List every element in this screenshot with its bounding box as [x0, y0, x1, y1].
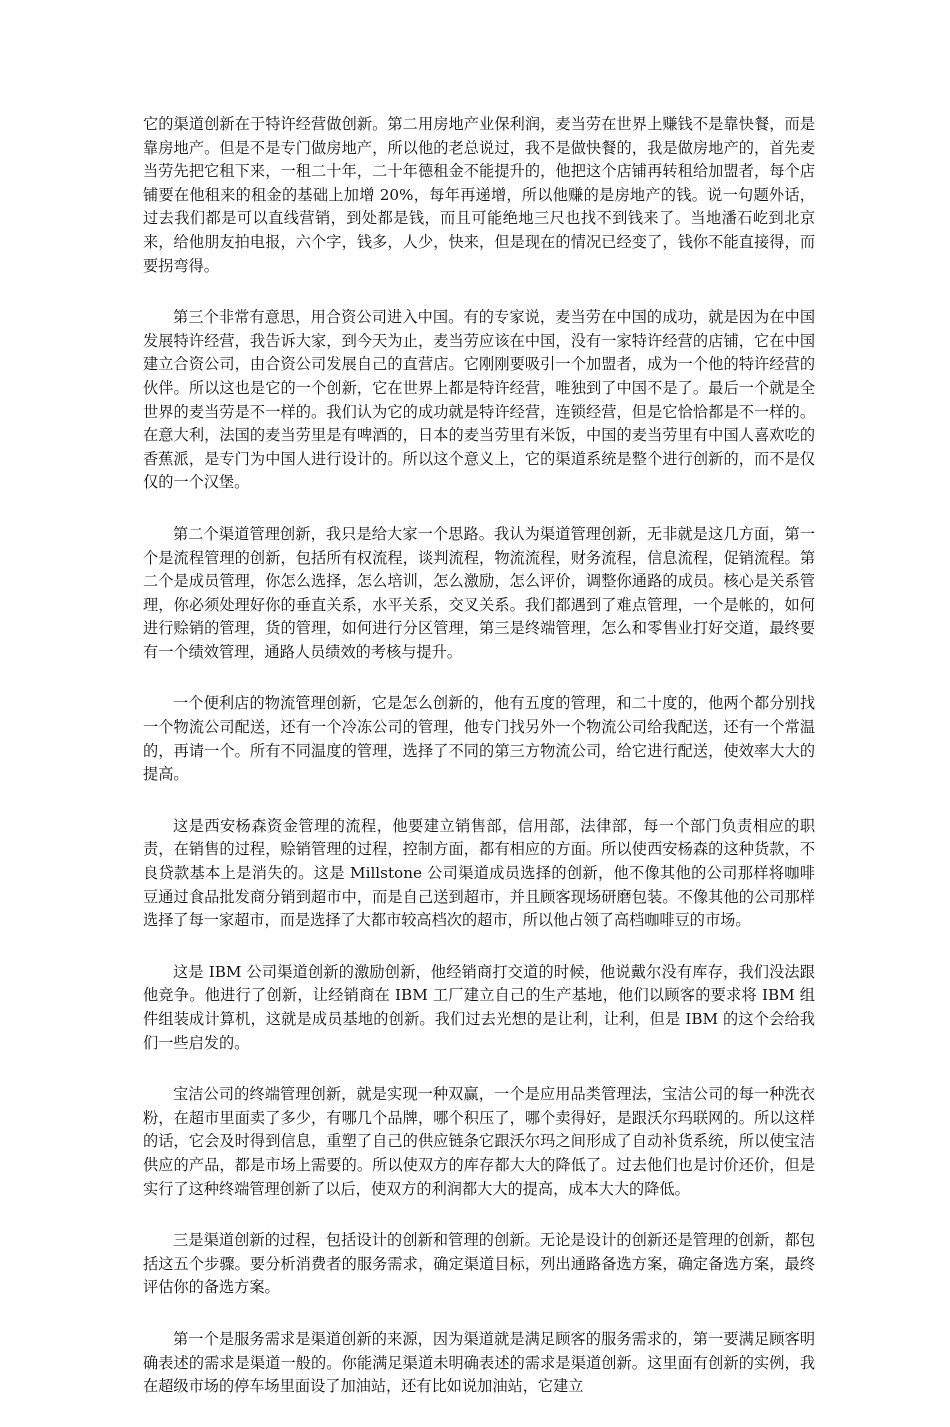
paragraph-8: 三是渠道创新的过程，包括设计的创新和管理的创新。无论是设计的创新还是管理的创新，都包括这五个步骤。要分析消费者的服务需求，确定渠道目标，列出通路备选方案，确定备选方案，最终评估你的备选方案。	[143, 1231, 815, 1297]
paragraph-7: 宝洁公司的终端管理创新，就是实现一种双赢，一个是应用品类管理法，宝洁公司的每一种洗衣粉，在超市里面卖了多少，有哪几个品牌，哪个积压了，哪个卖得好，是跟沃尔玛联网的。所以这样的话，它会及时得到信息，重塑了自己的供应链条它跟沃尔玛之间形成了自动补货系统，所以使宝洁供应的产品，都是市场上需要的。所以使双方的库存都大大的降低了。过去他们也是讨价还价，但是实行了这种终端管理创新了以后，使双方的利润都大大的提高，成本大大的降低。	[143, 1085, 815, 1198]
paragraph-4: 一个便利店的物流管理创新，它是怎么创新的，他有五度的管理，和二十度的，他两个都分别找一个物流公司配送，还有一个冷冻公司的管理，他专门找另外一个物流公司给我配送，还有一个常温的，再请一个。所有不同温度的管理，选择了不同的第三方物流公司，给它进行配送，使效率大大的提高。	[143, 694, 815, 784]
paragraph-5: 这是西安杨森资金管理的流程，他要建立销售部，信用部，法律部，每一个部门负责相应的职责，在销售的过程，赊销管理的过程，控制方面，都有相应的方面。所以使西安杨森的这种货款，不良贷款基本上是消失的。这是 Millstone 公司渠道成员选择的创新，他不像其他的公司那样将咖啡豆通过食品批发商分销到超市中，而是自己送到超市，并且顾客现场研磨包装。不像其他的公司那样选择了每一家超市，而是选择了大都市较高档次的超市，所以他占领了高档咖啡豆的市场。	[143, 816, 815, 930]
paragraph-3: 第二个渠道管理创新，我只是给大家一个思路。我认为渠道管理创新，无非就是这几方面，第一个是流程管理的创新，包括所有权流程，谈判流程，物流流程，财务流程，信息流程，促销流程。第二个是成员管理，你怎么选择，怎么培训，怎么激励，怎么评价，调整你通路的成员。核心是关系管理，你必须处理好你的垂直关系，水平关系，交叉关系。我们都遇到了难点管理，一个是帐的，如何进行赊销的管理，货的管理，如何进行分区管理，第三是终端管理，怎么和零售业打好交道，最终要有一个绩效管理，通路人员绩效的考核与提升。	[143, 524, 815, 661]
document-page	[143, 113, 815, 1427]
paragraph-9: 第一个是服务需求是渠道创新的来源，因为渠道就是满足顾客的服务需求的，第一要满足顾客明确表述的需求是渠道一般的。你能满足渠道未明确表述的需求是渠道创新。这里面有创新的实例，我在超级市场的停车场里面设了加油站，还有比如说加油站，它建立	[143, 1329, 815, 1396]
paragraph-2: 第三个非常有意思，用合资公司进入中国。有的专家说，麦当劳在中国的成功，就是因为在中国发展特许经营，我告诉大家，到今天为止，麦当劳应该在中国，没有一家特许经营的店铺，它在中国建立合资公司，由合资公司发展自己的直营店。它刚刚要吸引一个加盟者，成为一个他的特许经营的伙伴。所以这也是它的一个创新，它在世界上都是特许经营，唯独到了中国不是了。最后一个就是全世界的麦当劳是不一样的。我们认为它的成功就是特许经营，连锁经营，但是它恰恰都是不一样的。在意大利，法国的麦当劳里是有啤酒的，日本的麦当劳里有米饭，中国的麦当劳里有中国人喜欢吃的香蕉派，是专门为中国人进行设计的。所以这个意义上，它的渠道系统是整个进行创新的，而不是仅仅的一个汉堡。	[143, 308, 815, 492]
paragraph-6: 这是 IBM 公司渠道创新的激励创新，他经销商打交道的时候，他说戴尔没有库存，我们没法跟他竞争。他进行了创新，让经销商在 IBM 工厂建立自己的生产基地，他们以顾客的要求将 IBM 组件组装成计算机，这就是成员基地的创新。我们过去光想的是让利，让利，但是 IBM 的这个会给我们一些启发的。	[143, 962, 815, 1052]
paragraph-1: 它的渠道创新在于特许经营做创新。第二用房地产业保利润，麦当劳在世界上赚钱不是靠快餐，而是靠房地产。但是不是专门做房地产，所以他的老总说过，我不是做快餐的，我是做房地产的，首先麦当劳先把它租下来，一租二十年，二十年德租金不能提升的，他把这个店铺再转租给加盟者，每个店铺要在他租来的租金的基础上加增 20%，每年再递增，所以他赚的是房地产的钱。说一句题外话，过去我们都是可以直线营销，到处都是钱，而且可能绝地三尺也找不到钱来了。当地潘石屹到北京来，给他朋友拍电报，六个字，钱多，人少，快来，但是现在的情况已经变了，钱你不能直接得，而要拐弯得。	[143, 115, 815, 275]
